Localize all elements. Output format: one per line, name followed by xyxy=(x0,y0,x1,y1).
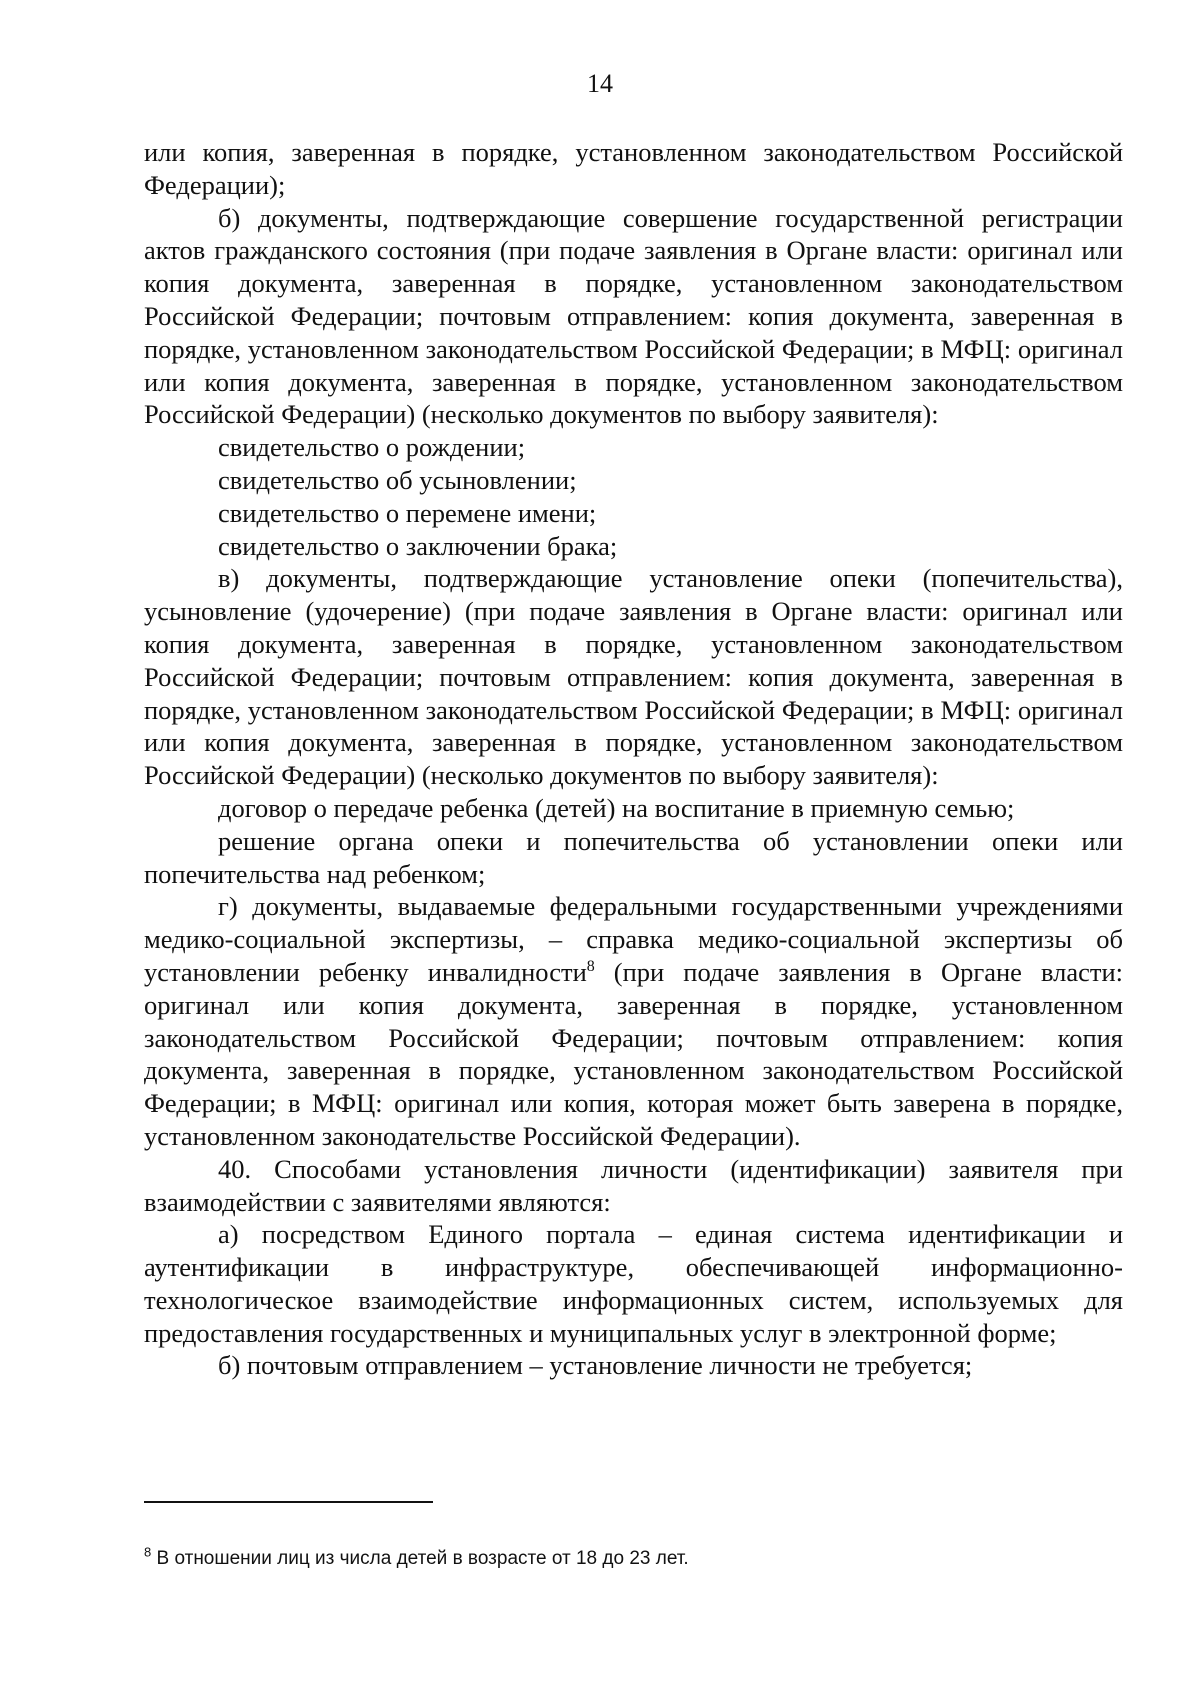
paragraph-item-g xyxy=(144,890,1123,1152)
list-item: свидетельство о рождении; xyxy=(218,432,526,463)
paragraph-40: 40. Способами установления личности (идентификации) заявителя при взаимодействии с заявителями являются: xyxy=(144,1153,1123,1217)
paragraph-item-b: б) документы, подтверждающие совершение государственной регистрации актов гражданского состояния (при подаче заявления в Органе власти: оригинал или копия документа, заверенная в порядке, установленном законодательством Российской Федерации; почтовым отправлением: копия документа, заверенная в порядке, установленном законодательством Российской Федерации; в МФЦ: оригинал или копия документа, заверенная в порядке, установленном законодательством Российской Федерации) (несколько документов по выбору заявителя): xyxy=(144,202,1123,430)
list-item: свидетельство об усыновлении; xyxy=(218,464,577,495)
footnote-text: В отношении лиц из числа детей в возрасте от 18 до 23 лет. xyxy=(151,1548,689,1569)
paragraph-item-v: в) документы, подтверждающие установление опеки (попечительства), усыновление (удочерение) (при подаче заявления в Органе власти: оригинал или копия документа, заверенная в порядке, установленном законодательством Российской Федерации; почтовым отправлением: копия документа, заверенная в порядке, установленном законодательством Российской Федерации; в МФЦ: оригинал или копия документа, заверенная в порядке, установленном законодательством Российской Федерации) (несколько документов по выбору заявителя): xyxy=(144,563,1123,791)
footnote-divider xyxy=(144,1501,433,1503)
document-body xyxy=(144,136,1123,1382)
list-item: решение органа опеки и попечительства об установлении опеки или попечительства над ребенком; xyxy=(144,825,1123,889)
page-number: 14 xyxy=(587,69,613,98)
list-item: договор о передаче ребенка (детей) на воспитание в приемную семью; xyxy=(218,792,1015,823)
paragraph-40-item-b: б) почтовым отправлением – установление личности не требуется; xyxy=(218,1350,973,1381)
list-item: свидетельство о заключении брака; xyxy=(218,530,618,561)
footnote-reference[interactable]: 8 xyxy=(586,958,595,976)
footnote xyxy=(144,1544,1123,1571)
footnote-marker: 8 xyxy=(144,1544,152,1560)
paragraph-item-g-text: г) документы, выдаваемые федеральными государственными учреждениями медико-социальной экспертизы, – справка медико-социальной экспертизы об установлении ребенку инвалидности xyxy=(144,891,1123,987)
paragraph-40-item-a: а) посредством Единого портала – единая система идентификации и аутентификации в инфраструктуре, обеспечивающей информационно-технологическое взаимодействие информационных систем, используемых для предоставления государственных и муниципальных услуг в электронной форме; xyxy=(144,1219,1123,1348)
paragraph-continuation: или копия, заверенная в порядке, установленном законодательством Российской Федерации); xyxy=(144,137,1123,200)
list-item: свидетельство о перемене имени; xyxy=(218,497,597,528)
paragraph-item-g-text-continued: (при подаче заявления в Органе власти: оригинал или копия документа, заверенная в порядке, установленном законодательством Российской Федерации; почтовым отправлением: копия документа, заверенная в порядке, установленном законодательством Российской Федерации; в МФЦ: оригинал или копия, которая может быть заверена в порядке, установленном законодательстве Российской Федерации). xyxy=(144,956,1123,1151)
